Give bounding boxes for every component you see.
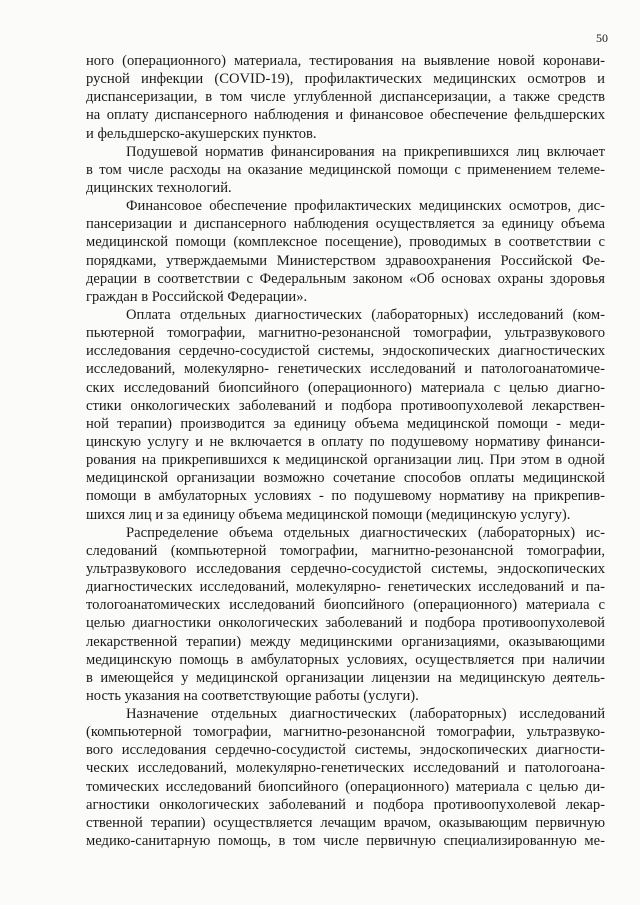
text-line: ного (операционного) материала, тестирования на выявление новой коронави- [86,53,605,69]
text-line: медицинскую помощь в амбулаторных условиях, осуществляется при наличии [86,651,605,668]
text-line: ной терапии) производится за единицу объема медицинской помощи - меди- [86,415,605,432]
text-line: Назначение отдельных диагностических (лабораторных) исследований [126,706,605,723]
text-line: граждан в Российской Федерации». [86,288,308,305]
text-line: Распределение объема отдельных диагностических (лабораторных) ис- [126,524,605,541]
text-line: тологоанатомических исследований биопсийного (операционного) материала с [86,597,605,614]
text-line: в том числе расходы на оказание медицинской помощи с применением телеме- [86,161,605,178]
text-line: пансеризации и диспансерного наблюдения осуществляется за единицу объема [86,216,605,233]
page-number: 50 [596,31,608,45]
text-line: цинскую услугу и не включается в оплату по подушевому нормативу финанси- [86,433,605,450]
text-line: шихся лиц и за единицу объема медицинской помощи (медицинскую услугу). [86,506,571,523]
text-line: дерации в соответствии с Федеральным законом «Об основах охраны здоровья [86,270,605,287]
text-line: медико-санитарную помощь, в том числе первичную специализированную ме- [86,833,605,850]
text-line: в имеющейся у медицинской организации лицензии на медицинскую деятель- [86,669,605,686]
text-line: Подушевой норматив финансирования на прикрепившихся лиц включает [126,143,605,160]
text-line: ственной терапии) осуществляется лечащим врачом, оказывающим первичную [86,814,605,831]
text-line: (компьютерной томографии, магнитно-резонансной томографии, ультразвуко- [86,724,605,741]
text-line: вого исследования сердечно-сосудистой системы, эндоскопических диагности- [86,742,605,759]
text-line: ность указания на соответствующие работы (услуги). [86,687,419,704]
text-line: рования на прикрепившихся к медицинской организации лиц. При этом в одной [86,452,605,469]
text-line: ческих исследований, молекулярно-генетических исследований и патологоана- [86,760,605,777]
text-line: агностики онкологических заболеваний и подбора противоопухолевой лекар- [86,796,605,813]
text-line: томических исследований биопсийного (операционного) материала с целью ди- [86,778,605,795]
text-line: стики онкологических заболеваний и подбора противоопухолевой лекарствен- [86,397,605,414]
text-line: медицинской организации возможно сочетание способов оплаты медицинской [86,470,605,487]
document-text [86,52,605,850]
text-line: медицинской помощи (комплексное посещение), проводимых в соответствии с [86,234,605,251]
text-line: диспансеризации, в том числе углубленной диспансеризации, а также средств [86,89,605,106]
text-line: русной инфекции (COVID-19), профилактических медицинских осмотров и [86,71,605,88]
text-line: диагностических исследований, молекулярно- генетических исследований и па- [86,579,605,596]
text-line: пьютерной томографии, магнитно-резонансной томографии, ультразвукового [86,325,605,342]
text-line: помощи в амбулаторных условиях - по подушевому нормативу на прикрепив- [86,488,605,505]
text-line: на оплату диспансерного наблюдения и финансовое обеспечение фельдшерских [86,107,605,124]
text-line: исследования сердечно-сосудистой системы, эндоскопических диагностических [86,343,605,360]
text-line: порядками, утверждаемыми Министерством здравоохранения Российской Фе- [86,252,605,269]
text-line: ультразвукового исследования сердечно-сосудистой системы, эндоскопических [86,560,605,577]
text-line: дицинских технологий. [86,179,232,196]
text-line: Финансовое обеспечение профилактических медицинских осмотров, дис- [126,198,605,215]
text-line: и фельдшерско-акушерских пунктов. [86,125,317,142]
text-line: целью диагностики онкологических заболеваний и подбора противоопухолевой [86,615,605,632]
text-line: лекарственной терапии) между медицинскими организациями, оказывающими [86,633,605,650]
text-line: ских исследований биопсийного (операционного) материала с целью диагно- [86,379,605,396]
text-line: Оплата отдельных диагностических (лабораторных) исследований (ком- [126,306,605,323]
text-line: исследований, молекулярно- генетических исследований и патологоанатомиче- [86,361,605,378]
text-line: следований (компьютерной томографии, магнитно-резонансной томографии, [86,542,605,559]
